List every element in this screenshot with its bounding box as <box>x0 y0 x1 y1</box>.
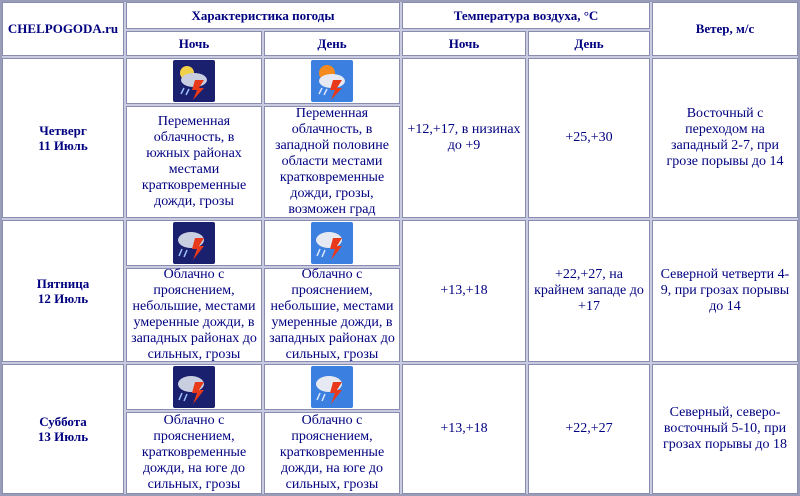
wind-header: Ветер, м/с <box>652 2 798 56</box>
day-icon-cell <box>264 58 400 104</box>
temp-night: +13,+18 <box>402 220 526 362</box>
day-label <box>2 220 124 362</box>
weather-night-header: Ночь <box>126 31 262 56</box>
day-icon-cell <box>264 220 400 266</box>
wind: Восточный с переходом на западный 2-7, при грозе порывы до 14 <box>652 58 798 218</box>
night-description: Переменная облачность, в южных районах местами кратковременные дожди, грозы <box>126 106 262 218</box>
temp-night: +13,+18 <box>402 364 526 494</box>
date: 11 Июль <box>38 138 88 153</box>
date: 13 Июль <box>37 429 89 444</box>
wind: Северный, северо-восточный 5-10, при грозах порывы до 18 <box>652 364 798 494</box>
night-icon-cell <box>126 364 262 410</box>
storm-day-icon <box>311 222 353 264</box>
storm-day-icon <box>311 60 353 102</box>
night-icon-cell <box>126 220 262 266</box>
weekday: Четверг <box>39 123 87 138</box>
temp-day-header: День <box>528 31 650 56</box>
temp-night-header: Ночь <box>402 31 526 56</box>
forecast-table <box>2 2 798 494</box>
night-description: Облачно с прояснением, кратковременные дожди, на юге до сильных, грозы <box>126 412 262 494</box>
wind: Северной четверти 4-9, при грозах порывы до 14 <box>652 220 798 362</box>
night-icon-cell <box>126 58 262 104</box>
storm-night-icon <box>173 60 215 102</box>
day-description: Переменная облачность, в западной половине области местами кратковременные дожди, грозы, возможен град <box>264 106 400 218</box>
weekday: Суббота <box>39 414 87 429</box>
day-description: Облачно с прояснением, небольшие, местами умеренные дожди, в западных районах до сильных, грозы <box>264 268 400 362</box>
temp-day: +22,+27, на крайнем западе до +17 <box>528 220 650 362</box>
temp-day: +22,+27 <box>528 364 650 494</box>
day-label <box>2 58 124 218</box>
temperature-header: Температура воздуха, °С <box>402 2 650 29</box>
storm-night-icon <box>173 222 215 264</box>
date: 12 Июль <box>37 291 89 306</box>
day-description: Облачно с прояснением, кратковременные дожди, на юге до сильных, грозы <box>264 412 400 494</box>
storm-night-icon <box>173 366 215 408</box>
site-name[interactable]: CHELPOGODA.ru <box>2 2 124 56</box>
storm-day-icon <box>311 366 353 408</box>
temp-night: +12,+17, в низинах до +9 <box>402 58 526 218</box>
weekday: Пятница <box>36 276 90 291</box>
weather-day-header: День <box>264 31 400 56</box>
day-label <box>2 364 124 494</box>
day-icon-cell <box>264 364 400 410</box>
temp-day: +25,+30 <box>528 58 650 218</box>
weather-header: Характеристика погоды <box>126 2 400 29</box>
night-description: Облачно с прояснением, небольшие, местами умеренные дожди, в западных районах до сильных, грозы <box>126 268 262 362</box>
